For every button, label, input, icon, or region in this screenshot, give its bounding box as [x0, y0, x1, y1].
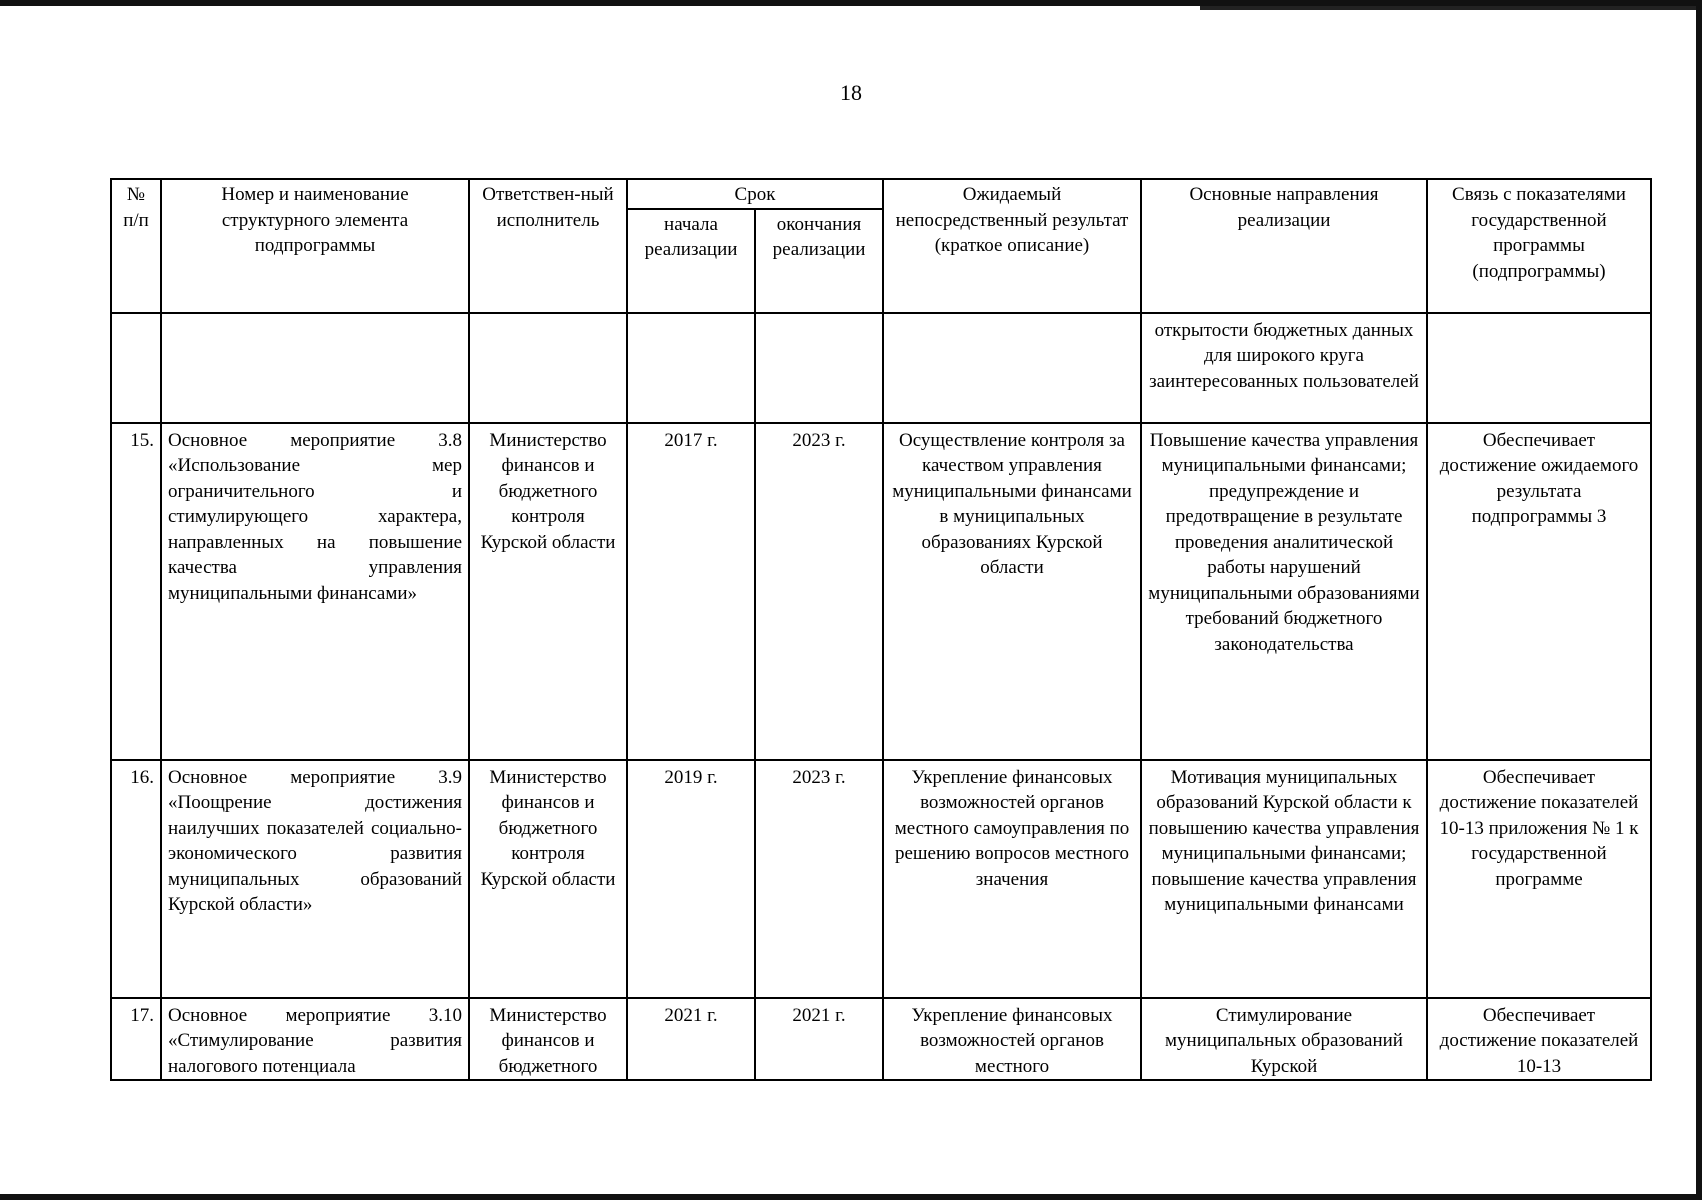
row-result: Укрепление финансовых возможностей органов местного самоуправления по решению вопросов местного значения — [883, 760, 1141, 998]
header-num: № п/п — [111, 179, 161, 313]
continuation-row — [111, 313, 1651, 423]
cont-cell-result — [883, 313, 1141, 423]
row-directions: Мотивация муниципальных образований Курской области к повышению качества управления муниципальными финансами; повышение качества управления муниципальными финансами — [1141, 760, 1427, 998]
header-responsible: Ответствен-ный исполнитель — [469, 179, 627, 313]
plan-table — [110, 178, 1652, 1081]
cont-cell-end — [755, 313, 883, 423]
row-link: Обеспечивает достижение ожидаемого результата подпрограммы 3 — [1427, 423, 1651, 760]
row-num: 15. — [111, 423, 161, 760]
cont-cell-link — [1427, 313, 1651, 423]
row-num: 17. — [111, 998, 161, 1081]
scan-border-bottom — [0, 1194, 1702, 1200]
header-name: Номер и наименование структурного элемента подпрограммы — [161, 179, 469, 313]
cont-cell-responsible — [469, 313, 627, 423]
row-start: 2019 г. — [627, 760, 755, 998]
table-row — [111, 760, 1651, 998]
header-start: начала реализации — [627, 209, 755, 313]
cont-cell-name — [161, 313, 469, 423]
row-responsible: Министерство финансов и бюджетного контроля Курской области — [469, 423, 627, 760]
row-end: 2021 г. — [755, 998, 883, 1081]
row-link: Обеспечивает достижение показателей 10-13 — [1427, 998, 1651, 1081]
header-result: Ожидаемый непосредственный результат (краткое описание) — [883, 179, 1141, 313]
header-row — [111, 179, 1651, 209]
row-result: Укрепление финансовых возможностей органов местного — [883, 998, 1141, 1081]
row-responsible: Министерство финансов и бюджетного — [469, 998, 627, 1081]
row-name: Основное мероприятие 3.9 «Поощрение достижения наилучших показателей социально-экономического развития муниципальных образований Курской области» — [161, 760, 469, 998]
row-result: Осуществление контроля за качеством управления муниципальными финансами в муниципальных образованиях Курской области — [883, 423, 1141, 760]
table-row — [111, 423, 1651, 760]
scan-border-right — [1696, 0, 1702, 1200]
row-start: 2017 г. — [627, 423, 755, 760]
header-end: окончания реализации — [755, 209, 883, 313]
cont-cell-directions: открытости бюджетных данных для широкого круга заинтересованных пользователей — [1141, 313, 1427, 423]
scan-border-top-shadow — [1200, 6, 1702, 10]
cont-cell-start — [627, 313, 755, 423]
row-name: Основное мероприятие 3.10 «Стимулирование развития налогового потенциала — [161, 998, 469, 1081]
header-link: Связь с показателями государственной программы (подпрограммы) — [1427, 179, 1651, 313]
header-term: Срок — [627, 179, 883, 209]
row-directions: Повышение качества управления муниципальными финансами; предупреждение и предотвращение в результате проведения аналитической работы нарушений муниципальными образованиями требований бюджетного законодательства — [1141, 423, 1427, 760]
row-num: 16. — [111, 760, 161, 998]
table-row — [111, 998, 1651, 1081]
page-number: 18 — [840, 80, 862, 105]
row-end: 2023 г. — [755, 423, 883, 760]
row-end: 2023 г. — [755, 760, 883, 998]
row-link: Обеспечивает достижение показателей 10-13 приложения № 1 к государственной программе — [1427, 760, 1651, 998]
row-directions: Стимулирование муниципальных образований Курской — [1141, 998, 1427, 1081]
row-start: 2021 г. — [627, 998, 755, 1081]
row-responsible: Министерство финансов и бюджетного контроля Курской области — [469, 760, 627, 998]
header-directions: Основные направления реализации — [1141, 179, 1427, 313]
cont-cell-num — [111, 313, 161, 423]
row-name: Основное мероприятие 3.8 «Использование мер ограничительного и стимулирующего характера, направленных на повышение качества управления муниципальными финансами» — [161, 423, 469, 760]
